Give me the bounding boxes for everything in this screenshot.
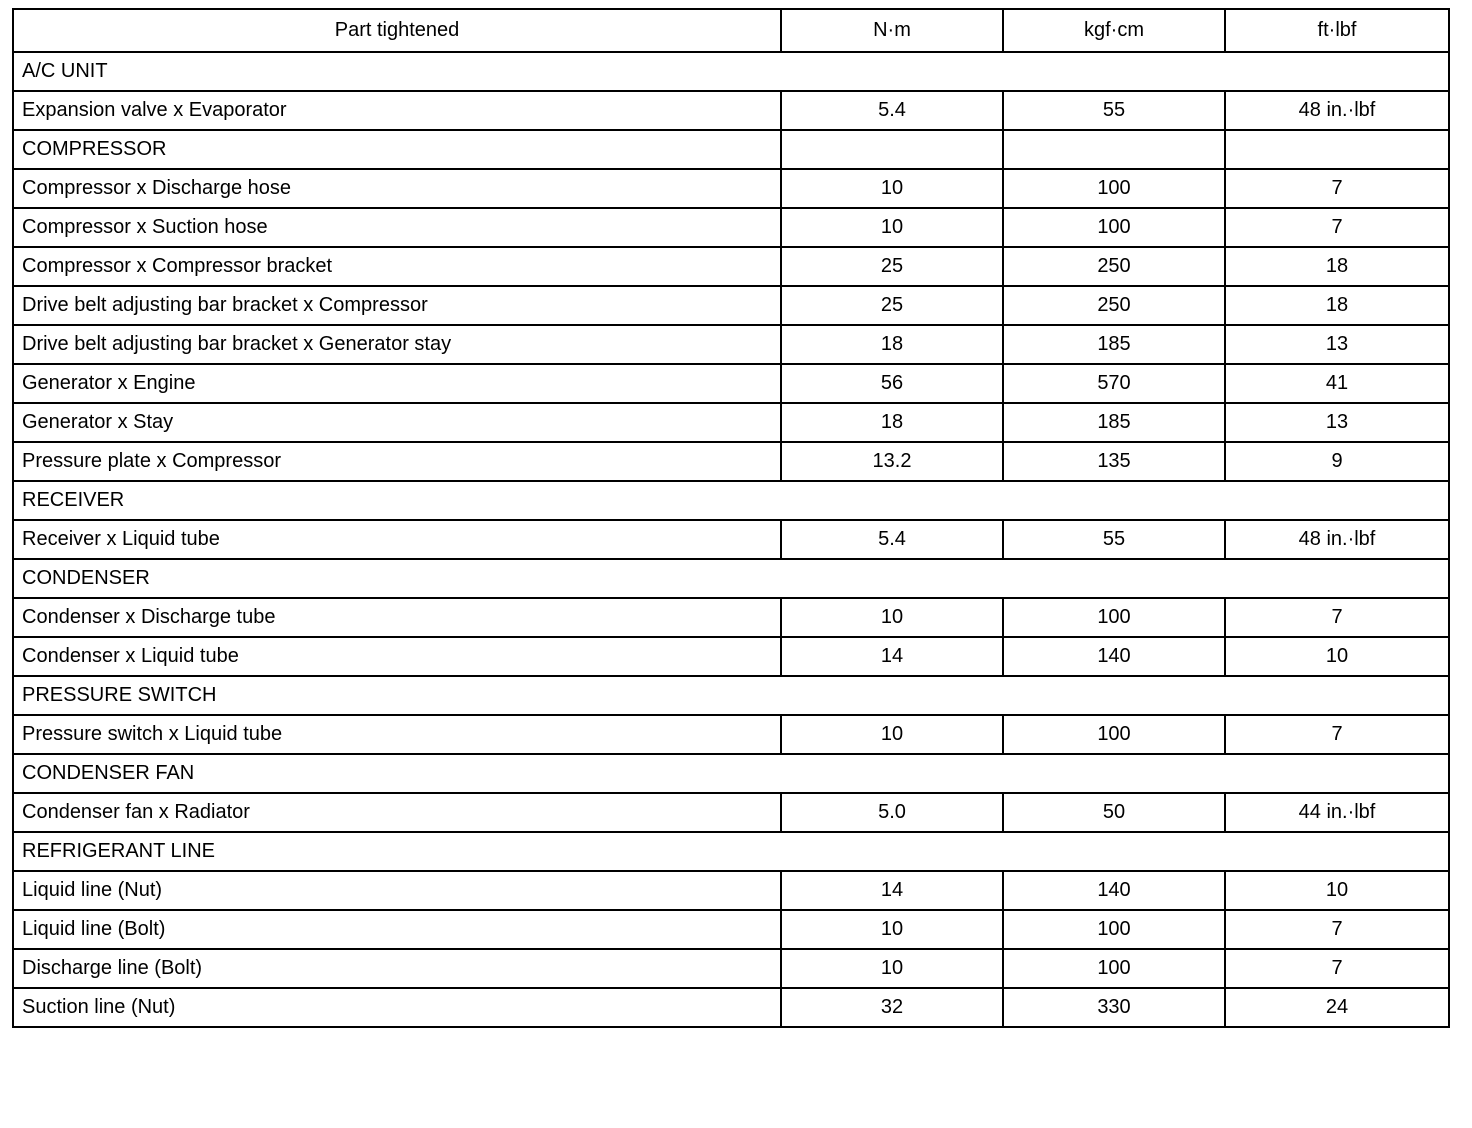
ft-lbf-cell: 48 in.·lbf xyxy=(1225,520,1449,559)
kgf-cm-cell: 185 xyxy=(1003,325,1225,364)
section-label: REFRIGERANT LINE xyxy=(13,832,1449,871)
empty-cell xyxy=(1225,130,1449,169)
kgf-cm-cell: 100 xyxy=(1003,715,1225,754)
ft-lbf-cell: 41 xyxy=(1225,364,1449,403)
section-row xyxy=(13,676,1449,715)
table-row xyxy=(13,169,1449,208)
ft-lbf-cell: 13 xyxy=(1225,403,1449,442)
kgf-cm-cell: 100 xyxy=(1003,208,1225,247)
section-label: RECEIVER xyxy=(13,481,1449,520)
nm-cell: 14 xyxy=(781,637,1003,676)
section-row xyxy=(13,130,1449,169)
section-label: A/C UNIT xyxy=(13,52,1449,91)
section-label: PRESSURE SWITCH xyxy=(13,676,1449,715)
table-row xyxy=(13,637,1449,676)
section-label: COMPRESSOR xyxy=(13,130,781,169)
header-ft-lbf: ft·lbf xyxy=(1225,9,1449,52)
nm-cell: 5.4 xyxy=(781,520,1003,559)
nm-cell: 10 xyxy=(781,949,1003,988)
kgf-cm-cell: 140 xyxy=(1003,871,1225,910)
table-row xyxy=(13,286,1449,325)
table-row xyxy=(13,793,1449,832)
part-cell: Generator x Engine xyxy=(13,364,781,403)
nm-cell: 10 xyxy=(781,910,1003,949)
section-row xyxy=(13,559,1449,598)
header-row xyxy=(13,9,1449,52)
nm-cell: 5.0 xyxy=(781,793,1003,832)
ft-lbf-cell: 7 xyxy=(1225,715,1449,754)
kgf-cm-cell: 330 xyxy=(1003,988,1225,1027)
nm-cell: 13.2 xyxy=(781,442,1003,481)
ft-lbf-cell: 18 xyxy=(1225,247,1449,286)
nm-cell: 25 xyxy=(781,247,1003,286)
part-cell: Condenser x Liquid tube xyxy=(13,637,781,676)
kgf-cm-cell: 570 xyxy=(1003,364,1225,403)
table-row xyxy=(13,91,1449,130)
part-cell: Receiver x Liquid tube xyxy=(13,520,781,559)
ft-lbf-cell: 24 xyxy=(1225,988,1449,1027)
kgf-cm-cell: 100 xyxy=(1003,169,1225,208)
ft-lbf-cell: 9 xyxy=(1225,442,1449,481)
part-cell: Condenser x Discharge tube xyxy=(13,598,781,637)
kgf-cm-cell: 100 xyxy=(1003,910,1225,949)
nm-cell: 18 xyxy=(781,403,1003,442)
part-cell: Drive belt adjusting bar bracket x Generator stay xyxy=(13,325,781,364)
kgf-cm-cell: 140 xyxy=(1003,637,1225,676)
table-body xyxy=(13,52,1449,1027)
header-nm: N·m xyxy=(781,9,1003,52)
part-cell: Drive belt adjusting bar bracket x Compressor xyxy=(13,286,781,325)
nm-cell: 10 xyxy=(781,169,1003,208)
kgf-cm-cell: 100 xyxy=(1003,949,1225,988)
ft-lbf-cell: 18 xyxy=(1225,286,1449,325)
table-row xyxy=(13,208,1449,247)
kgf-cm-cell: 250 xyxy=(1003,247,1225,286)
table-header xyxy=(13,9,1449,52)
nm-cell: 56 xyxy=(781,364,1003,403)
ft-lbf-cell: 7 xyxy=(1225,910,1449,949)
kgf-cm-cell: 50 xyxy=(1003,793,1225,832)
nm-cell: 5.4 xyxy=(781,91,1003,130)
section-label: CONDENSER xyxy=(13,559,1449,598)
section-row xyxy=(13,52,1449,91)
header-kgf-cm: kgf·cm xyxy=(1003,9,1225,52)
section-row xyxy=(13,481,1449,520)
kgf-cm-cell: 250 xyxy=(1003,286,1225,325)
ft-lbf-cell: 7 xyxy=(1225,169,1449,208)
table-row xyxy=(13,247,1449,286)
ft-lbf-cell: 48 in.·lbf xyxy=(1225,91,1449,130)
ft-lbf-cell: 10 xyxy=(1225,871,1449,910)
table-row xyxy=(13,520,1449,559)
ft-lbf-cell: 7 xyxy=(1225,598,1449,637)
ft-lbf-cell: 7 xyxy=(1225,208,1449,247)
part-cell: Generator x Stay xyxy=(13,403,781,442)
empty-cell xyxy=(1003,130,1225,169)
part-cell: Compressor x Discharge hose xyxy=(13,169,781,208)
nm-cell: 10 xyxy=(781,208,1003,247)
section-row xyxy=(13,754,1449,793)
table-row xyxy=(13,403,1449,442)
kgf-cm-cell: 55 xyxy=(1003,520,1225,559)
part-cell: Suction line (Nut) xyxy=(13,988,781,1027)
empty-cell xyxy=(781,130,1003,169)
torque-specification-table xyxy=(12,8,1450,1028)
table-row xyxy=(13,988,1449,1027)
part-cell: Liquid line (Bolt) xyxy=(13,910,781,949)
table-row xyxy=(13,871,1449,910)
part-cell: Liquid line (Nut) xyxy=(13,871,781,910)
nm-cell: 14 xyxy=(781,871,1003,910)
table-row xyxy=(13,949,1449,988)
part-cell: Pressure plate x Compressor xyxy=(13,442,781,481)
part-cell: Condenser fan x Radiator xyxy=(13,793,781,832)
header-part-tightened: Part tightened xyxy=(13,9,781,52)
table-row xyxy=(13,598,1449,637)
ft-lbf-cell: 13 xyxy=(1225,325,1449,364)
nm-cell: 25 xyxy=(781,286,1003,325)
table-row xyxy=(13,364,1449,403)
nm-cell: 18 xyxy=(781,325,1003,364)
nm-cell: 10 xyxy=(781,598,1003,637)
ft-lbf-cell: 44 in.·lbf xyxy=(1225,793,1449,832)
table-row xyxy=(13,715,1449,754)
ft-lbf-cell: 7 xyxy=(1225,949,1449,988)
kgf-cm-cell: 135 xyxy=(1003,442,1225,481)
part-cell: Compressor x Suction hose xyxy=(13,208,781,247)
kgf-cm-cell: 55 xyxy=(1003,91,1225,130)
table-row xyxy=(13,442,1449,481)
part-cell: Discharge line (Bolt) xyxy=(13,949,781,988)
part-cell: Pressure switch x Liquid tube xyxy=(13,715,781,754)
ft-lbf-cell: 10 xyxy=(1225,637,1449,676)
kgf-cm-cell: 185 xyxy=(1003,403,1225,442)
nm-cell: 32 xyxy=(781,988,1003,1027)
section-row xyxy=(13,832,1449,871)
part-cell: Expansion valve x Evaporator xyxy=(13,91,781,130)
table-row xyxy=(13,910,1449,949)
section-label: CONDENSER FAN xyxy=(13,754,1449,793)
nm-cell: 10 xyxy=(781,715,1003,754)
table-row xyxy=(13,325,1449,364)
kgf-cm-cell: 100 xyxy=(1003,598,1225,637)
part-cell: Compressor x Compressor bracket xyxy=(13,247,781,286)
